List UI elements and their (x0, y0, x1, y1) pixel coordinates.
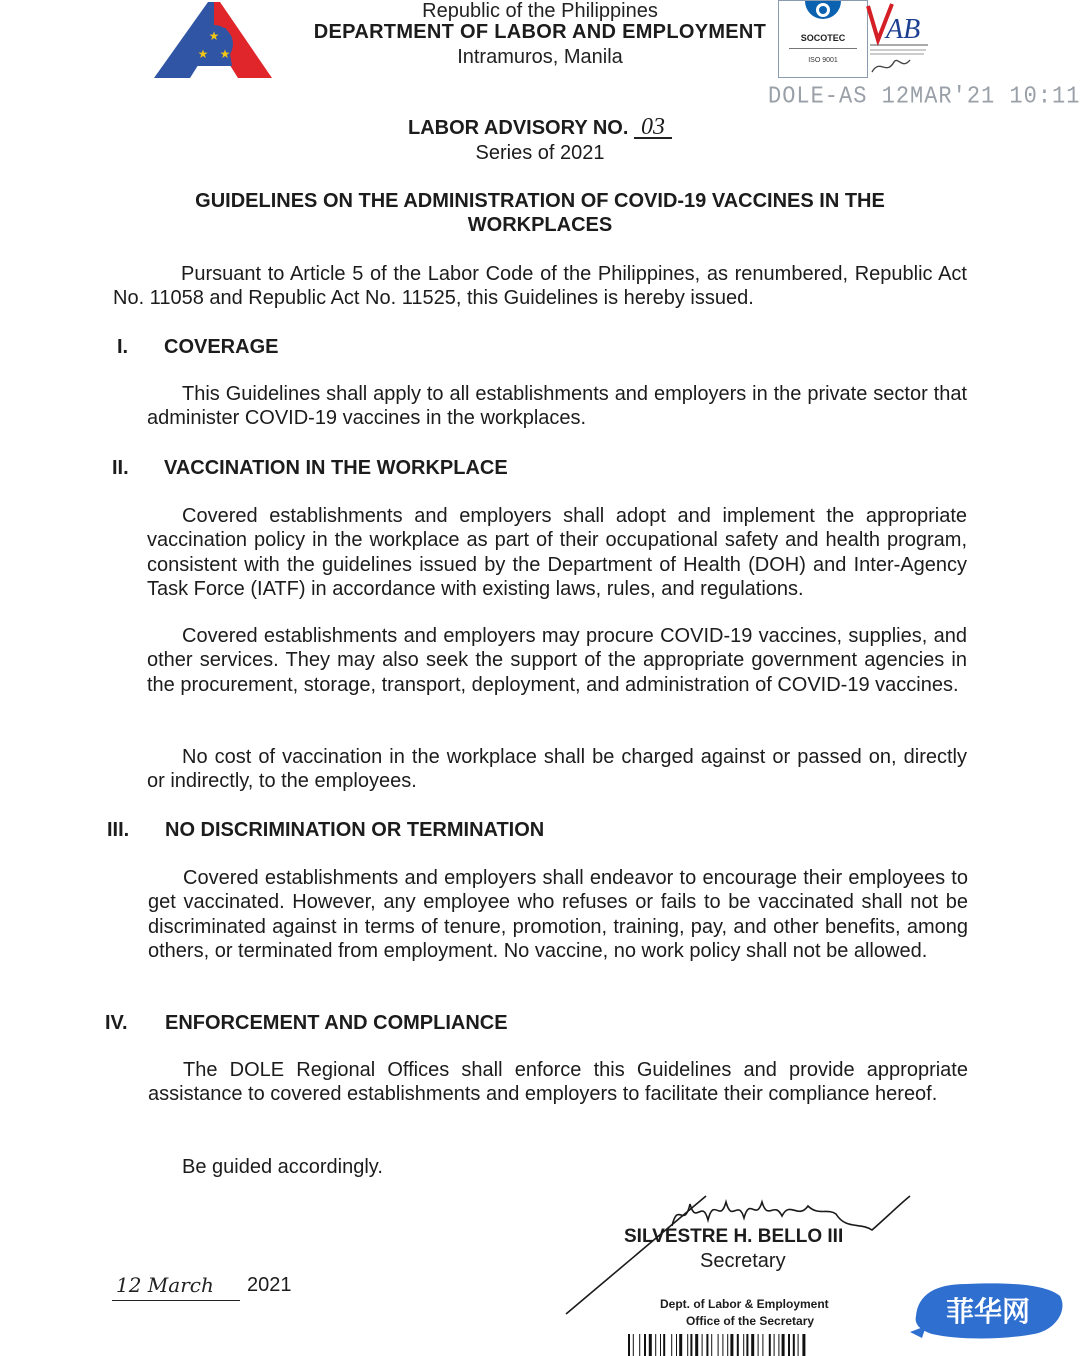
svg-text:★: ★ (208, 29, 220, 43)
iab-accreditation-icon (866, 0, 936, 82)
section-2-paragraph-3: No cost of vaccination in the workplace shall be charged against or passed on, directly or indirectly, to the employees. (147, 746, 967, 793)
section-4-paragraph-1: The DOLE Regional Offices shall enforce this Guidelines and provide appropriate assistance to covered establishments and employers to facilitate their compliance hereof. (148, 1059, 968, 1106)
advisory-number: 03 (634, 117, 672, 139)
closing-line: Be guided accordingly. (182, 1156, 383, 1178)
republic-line: Republic of the Philippines (422, 0, 658, 22)
handwritten-date: 12 March (116, 1273, 214, 1297)
section-1-numeral: I. (117, 336, 129, 358)
section-2-numeral: II. (112, 457, 129, 479)
section-1-heading: COVERAGE (164, 336, 279, 358)
intro-paragraph: Pursuant to Article 5 of the Labor Code of the Philippines, as renumbered, Republic Act No. 11058 and Republic Act No. 11525, this Guidelines is hereby issued. (113, 263, 967, 310)
svg-text:★: ★ (197, 47, 209, 61)
site-watermark (906, 1276, 1070, 1344)
section-3-numeral: III. (107, 819, 130, 841)
section-4-numeral: IV. (105, 1012, 128, 1034)
dole-logo (150, 0, 276, 82)
advisory-title-prefix: LABOR ADVISORY NO. (408, 117, 629, 139)
section-2-heading: VACCINATION IN THE WORKPLACE (164, 457, 508, 479)
section-2-paragraph-2: Covered establishments and employers may procure COVID-19 vaccines, supplies, and other services. They may also seek the support of the appropriate government agencies in the procurement, storage, transport, deployment, and administration of COVID-19 vaccines. (147, 625, 967, 696)
document-title: GUIDELINES ON THE ADMINISTRATION OF COVID-19 VACCINES IN THE WORKPLACES (195, 190, 885, 236)
section-1-paragraph-1: This Guidelines shall apply to all establishments and employers in the private sector that administer COVID-19 vaccines in the workplaces. (147, 383, 967, 430)
office-stamp-line-2: Office of the Secretary (686, 1314, 815, 1328)
date-year: 2021 (247, 1274, 292, 1296)
socotec-icon (801, 1, 845, 31)
section-2-paragraph-1: Covered establishments and employers shall adopt and implement the appropriate vaccination policy in the workplace as part of their occupational safety and health program, consistent with the guidelines issued by the Department of Health (DOH) and Inter-Agency Task Force (IATF) in accordance with existing laws, rules, and regulations. (147, 505, 967, 600)
svg-text:AB: AB (886, 14, 921, 45)
advisory-series: Series of 2021 (475, 142, 605, 164)
office-stamp-line-1: Dept. of Labor & Employment (660, 1297, 829, 1311)
advisory-title (100, 114, 980, 140)
section-3-heading: NO DISCRIMINATION OR TERMINATION (165, 819, 545, 841)
signatory-title: Secretary (700, 1250, 786, 1272)
certification-badge (778, 0, 868, 78)
department-name: DEPARTMENT OF LABOR AND EMPLOYMENT (313, 21, 767, 43)
cert-iso: ISO 9001 (808, 57, 838, 64)
section-3-paragraph-1: Covered establishments and employers shall endeavor to encourage their employees to get vaccinated. However, any employee who refuses or fails to be vaccinated shall not be discriminated against in terms of tenure, promotion, training, pay, and other benefits, among others, or terminated from employment. No vaccine, no work policy shall not be allowed. (148, 867, 968, 962)
section-4-heading: ENFORCEMENT AND COMPLIANCE (165, 1012, 508, 1034)
signatory-name: SILVESTRE H. BELLO III (624, 1226, 844, 1247)
receipt-stamp: DOLE-AS 12MAR'21 10:11 (768, 82, 1080, 111)
svg-text:★: ★ (219, 47, 231, 61)
watermark-text: 菲华网 (945, 1295, 1031, 1328)
cert-name: SOCOTEC (800, 33, 846, 43)
barcode (628, 1334, 872, 1356)
department-address: Intramuros, Manila (457, 46, 623, 68)
